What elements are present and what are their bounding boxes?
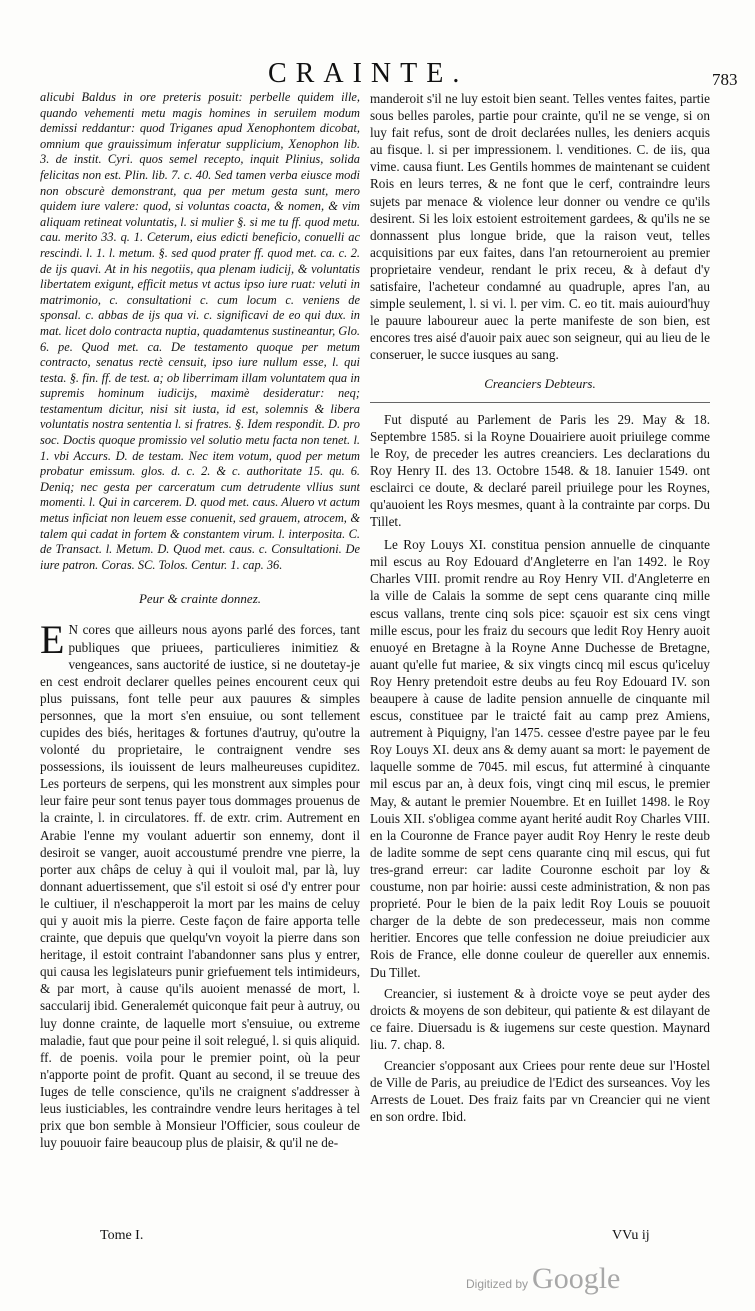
- digitized-watermark: [466, 1262, 620, 1302]
- running-title: CRAINTE.: [268, 58, 469, 89]
- dropcap-initial: E: [40, 617, 65, 663]
- paragraph-creanciers-2: Le Roy Louys XI. constitua pension annuelle de cinquante mil escus au Roy Edouard d'Angleterre en l'an 1492. le Roy Charles VIII. promit rendre au Roy Henry VII. d'Angleterre en la ville de Calais la somme de sept cens quarante cinq mille escus vallans, trente cinq sols pice: sçauoir est six cens vingt mille escus, pour les fraiz du secours que ledit Roy Henry auoit enuoyé en Bretagne à la Royne Anne Duchesse de Bretagne, auant qu'elle fut mariee, & six vingts cincq mil escus qu'iceluy Roy Henry pretendoit estre deubs au feu Roy Edouard IV. son beaupere à cause de ladite pension annuelle de cinquante mil escus, constituee par le traicté fait au camp prez Amiens, autrement à Piquigny, l'an 1475. cessee d'estre payee par le feu Roy Louys XI. deux ans & demy auant sa mort: le payement de laquelle somme de 7045. mil escus, fut atterminé à cinquante mil escus par an, à deux fois, vingt cinq mil escus, le premier May, & autant le premier Nouembre. Et en Iuillet 1498. le Roy Louis XII. s'obligea comme ayant herité audit Roy Charles VIII. en la Couronne de France payer audit Roy Henry le reste deub de ladite somme de sept cens quarante cinq mil escus, qui fut tres-grand erreur: car ladite Couronne eschoit par loy & coustume, non par hoirie: aussi ceste administration, & non pas proprieté. Pour le bien de la paix ledit Roy Louis se pouuoit charger de la debte de son predecesseur, mais non comme heritier. Encores que telle confession ne doiue preiudicier aux Rois de France, elle donne couleur de quereller aux ennemis. Du Tillet.: [370, 537, 710, 980]
- body-paragraph: [40, 617, 360, 1151]
- continuation-paragraph: manderoit s'il ne luy estoit bien seant. Telles ventes faites, partie sous belles paroles, partie pour crainte, qu'il ne se venge, si on luy fait refus, sont de droit declarées nulles, les deniers acquis au fisque. l. si per impressionem. l. venditiones. C. de iis, qua vime. causa fiunt. Les Gentils hommes de maintenant se cuident Rois en leurs terres, & ne font que le cerf, contraindre leurs sujets par menace & violence leur donner ou vendre ce qu'ils desirent. Si les loix estoient estroitement gardees, & qu'ils ne se donnassent plus longue bride, que la raison veut, telles acquisitions par eux faites, dans l'an retourneroient au premier proprietaire vendeur, rendant le prix receu, & à defaut d'y satisfaire, l'acheteur condamné au quadruple, apres l'an, au simple seulement, l. si vi. l. per vim. C. eo tit. mais auiourd'huy le pauure laboureur auec la perte manifeste de son bien, est encores tres aisé d'auoir paix auec son seigneur, qui au lieu de le conseruer, le succe iusques au sang.: [370, 91, 710, 363]
- paragraph-creanciers-4: Creancier s'opposant aux Criees pour rente deue sur l'Hostel de Ville de Paris, au preiudice de l'Edict des surseances. Voy les Arrests de Louet. Des fraiz faits par vn Creancier qui ne vient en son ordre. Ibid.: [370, 1057, 710, 1125]
- right-column: [370, 90, 710, 1220]
- volume-label: Tome I.: [100, 1228, 144, 1243]
- latin-citation-text: alicubi Baldus in ore preteris posuit: perbelle quidem ille, quando vehementi metu magis homines in seruilem modum demissi reddantur: quod Triganes apud Xenophontem dicobat, omnium que grauissimum inferatur supplicium, Xenophon lib. 3. de instit. Cyri. quos semel recepto, inquit Plinius, solida felicitas non est. Plin. lib. 7. c. 40. Sed tamen verba eiusce modi non obscurè demonstrant, qua per metum gesta sunt, mero quidem iure valere: quod, si voluntas coacta, & nomen, & vim aliquam retineat voluntatis, l. si mulier §. si me tu ff. quod metu. cau. merito 33. q. 1. Ceterum, eius edicti beneficio, conuelli ac rescindi. l. 1. l. metum. §. sed quod prater ff. quod met. ca. c. 2. de ijs quavi. At in his negotiis, qua plenam iudicij, & voluntatis libertatem exigunt, efficit metus vt actus ipso iure ruat: veluti in matrimonio, c. consultationi c. cum locum c. veniens de sponsal. c. abbas de ijs qua vi. c. significavi de eo qui dux. in mat. licet dolo contracta nuptia, quadamtenus sustineantur, Glo. 6. pe. Quod met. ca. De testamento quoque per metum contracto, senatus rectè censuit, ipso iure nullum esse, l. qui testa. §. fin. ff. de test. a; ob liberrimam illam voluntatem qua in supremis hominum iudicijs, maximè desideratur: neq; testamentum dicitur, nisi sit iusta, id est, solemnis & libera voluntatis nostra sententia l. si fratres. §. Idem respondit. D. pro soc. Doctis quoque promissio vel solutio metu facta non tenet. l. 1. vbi Accurs. D. de testam. Nec item votum, quod per metum probatur emissum. glos. d. c. 2. & c. authoritate 15. qu. 6. Deniq; nec gesta per carceratum cum detrudente vllius sunt momenti. l. Qui in carcerem. D. quod met. caus. Aluero vt actum metus inficiat non leuem esse conuenit, sed grauem, atrocem, & talem qui cadat in fortem & constantem virum. l. interposita. C. de Transact. l. Metum. D. Quod met. caus. c. Consultationi. De iure patron. Coras. SC. Tolos. Centur. 1. cap. 36.: [40, 90, 360, 572]
- paragraph-creanciers-1: Fut disputé au Parlement de Paris les 29. May & 18. Septembre 1585. si la Royne Douairiere auoit priuilege comme le Roy, de preceder les autres creanciers. Les declarations du Roy Henry II. des 13. Octobre 1548. & 18. Ianuier 1549. ont esclairci ce doute, & declaré pareil priuilege pour les Roynes, qu'auoient les Roys mesmes, quant à la contrainte par corps. Du Tillet.: [370, 411, 710, 530]
- signature-mark: VVu ij: [612, 1228, 650, 1243]
- google-logo: Google: [532, 1262, 621, 1295]
- paragraph-creanciers-3: Creancier, si iustement & à droicte voye se peut ayder des droicts & moyens de son debiteur, qui patiente & est dilayant de ce faire. Diuersadu is & iugemens sur ceste question. Maynard liu. 7. chap. 8.: [370, 985, 710, 1052]
- section-heading-creanciers: Creanciers Debteurs.: [484, 375, 596, 391]
- page-number: 783: [712, 70, 738, 89]
- left-column: [40, 90, 360, 1220]
- body-text: N cores que ailleurs nous ayons parlé des forces, tant publiques que priuees, particulieres inimitiez & vengeances, sans auctorité de iustice, si ne doutetay-je en cest endroit declarer quelles peines encourent ceux qui plus puissans, font telle peur aux pauures & simples personnes, que la mort s'en ensuiue, ou sont tellement cupides des biés, heritages & fortunes d'autruy, qu'outre la volonté du proprietaire, le contraignent vendre ses possessions, ils iouissent de leurs malheureuses cupiditez. Les porteurs de serpens, qui les monstrent aux simples pour leur faire peur sont tenus payer tous dommages prouenus de la crainte, l. in circulatores. ff. de extr. crim. Autrement en Arabie l'enne my voulant aduertir son ennemy, dont il desiroit se vanger, auoit accoustumé prendre vne pierre, la porter aux châps de celuy à qui il vouloit mal, par là, luy donnant aduertissement, que s'il estoit si osé d'y entrer pour le cultiuer, il n'eschapperoit la mort par les mains de celuy qui y auoit mis la pierre. Ceste façon de faire apporta telle crainte, que depuis que quelqu'vn voyoit la pierre dans son heritage, il estoit contraint l'abandonner sans plus y entrer, qui causa les legislateurs punir griefuement tels intimideurs, & par mort, à cause qu'ils auoient menassé de mort, l. saccularij ibid. Generalemét quiconque fait peur à autruy, ou luy donne crainte, de laquelle mort s'ensuiue, ou extreme maladie, faut que pour peine il soit relegué, l. si quis aliquid. ff. de poenis. voila pour le premier point, où la peur n'apporte point de profit. Quant au second, il se treuue des Iuges de telle conscience, qu'ils ne craignent s'addresser à leus iusticiables, les contraindre vendre leurs heritages à tel prix que bon semble à Monsieur l'Officier, sous couleur de luy pouuoir faire beaucoup plus de plaisir, & qu'il ne de-: [40, 622, 360, 1151]
- section-heading-peur: Peur & crainte donnez.: [138, 591, 262, 607]
- watermark-prefix: Digitized by: [466, 1277, 529, 1291]
- section-divider: [370, 402, 710, 403]
